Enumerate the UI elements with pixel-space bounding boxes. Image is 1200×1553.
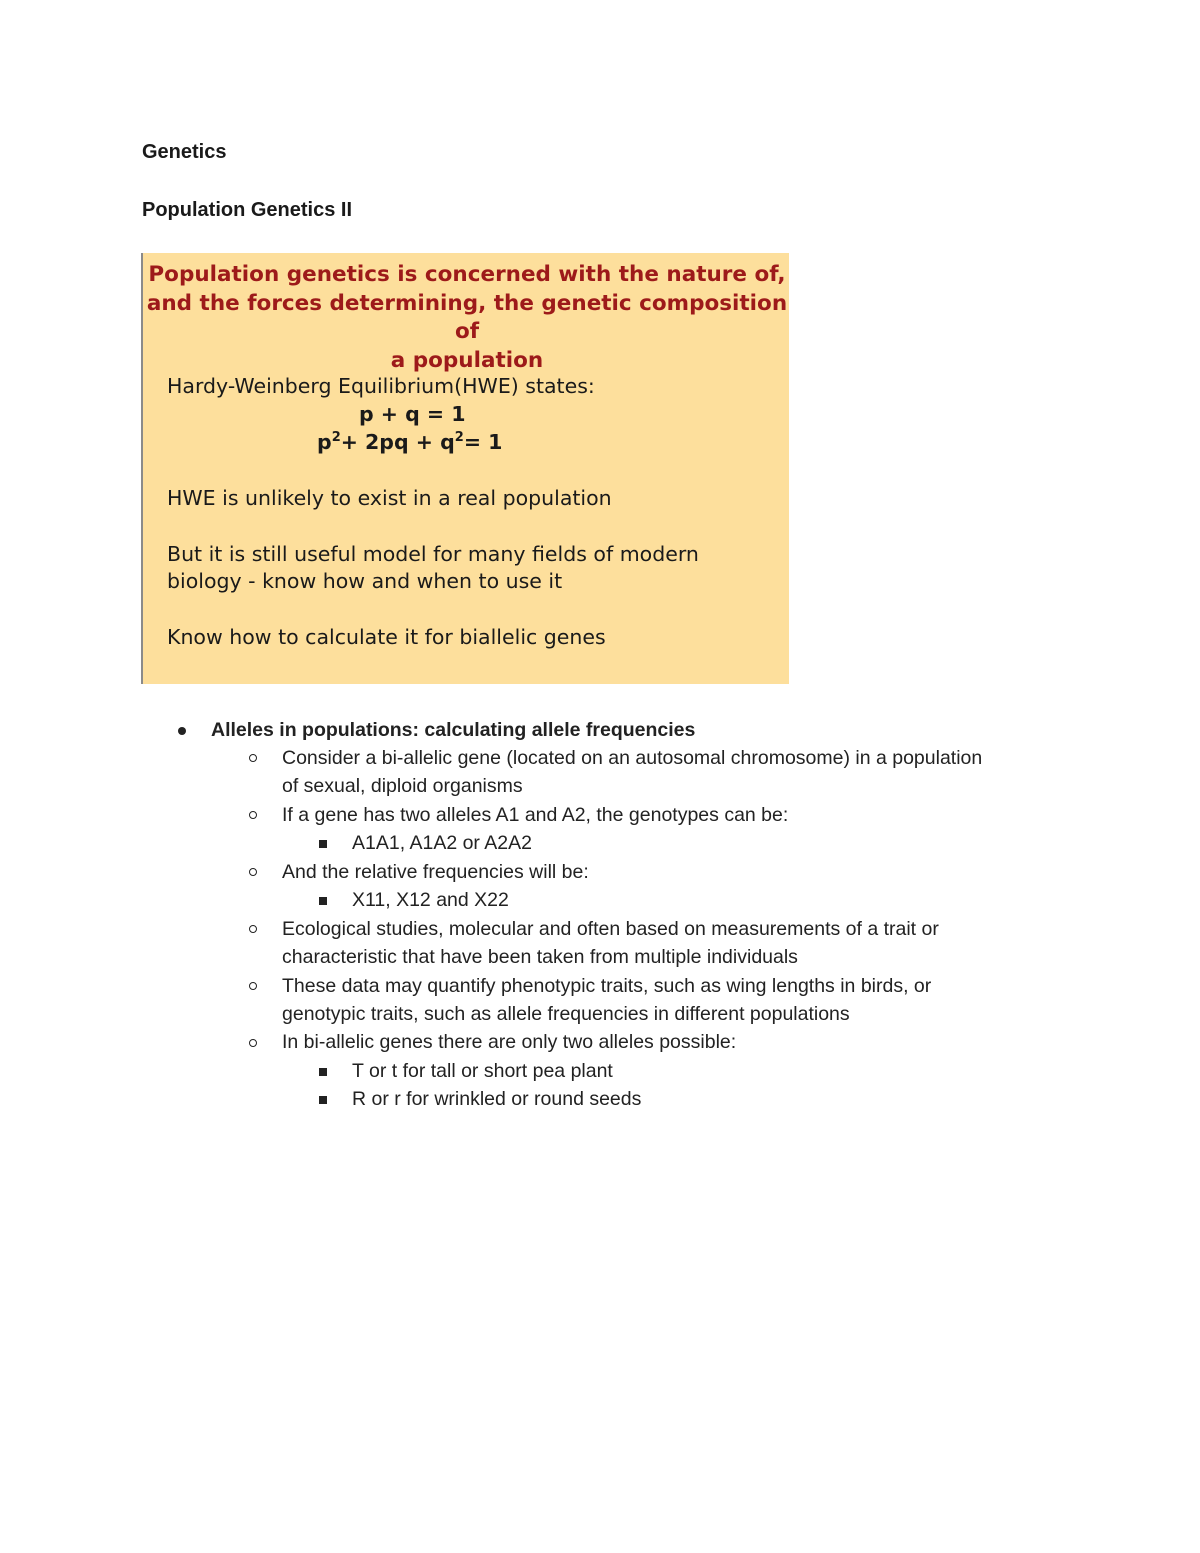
square-bullet-icon: [319, 1096, 327, 1104]
list-item: Ecological studies, molecular and often based on measurements of a trait or: [282, 918, 939, 940]
useful-model-line: But it is still useful model for many fields of modern: [167, 542, 699, 566]
slide-headline-line: a population: [390, 347, 544, 373]
formula-allele-sum: p + q = 1: [359, 402, 466, 426]
list-item: These data may quantify phenotypic traits, such as wing lengths in birds, or: [282, 975, 932, 997]
square-bullet-icon: [319, 1068, 327, 1076]
circle-bullet-icon: [249, 811, 257, 819]
square-bullet-icon: [319, 840, 327, 848]
list-item-continuation: characteristic that have been taken from multiple individuals: [282, 946, 798, 968]
list-item-continuation: genotypic traits, such as allele frequencies in different populations: [282, 1003, 850, 1025]
list-item: In bi-allelic genes there are only two alleles possible:: [282, 1031, 737, 1053]
square-bullet-icon: [319, 897, 327, 905]
calculate-line: Know how to calculate it for biallelic genes: [167, 625, 606, 649]
useful-model-line: biology - know how and when to use it: [167, 569, 563, 593]
slide-headline-line: Population genetics is concerned with the nature of,: [148, 262, 786, 287]
list-subitem: X11, X12 and X22: [352, 889, 509, 911]
list-subitem: R or r for wrinkled or round seeds: [352, 1088, 642, 1110]
document-title: Genetics: [142, 141, 227, 163]
list-item: And the relative frequencies will be:: [282, 861, 589, 883]
hwe-unlikely: HWE is unlikely to exist in a real population: [167, 486, 612, 510]
formula-middle: + 2pq + q: [340, 430, 455, 454]
list-subitem: T or t for tall or short pea plant: [352, 1060, 613, 1082]
circle-bullet-icon: [249, 754, 257, 762]
disc-bullet-icon: [178, 727, 186, 735]
list-item: If a gene has two alleles A1 and A2, the genotypes can be:: [282, 804, 789, 826]
slide-headline: [143, 261, 791, 375]
list-item-continuation: of sexual, diploid organisms: [282, 775, 523, 797]
formula-q-exponent: 2: [454, 430, 464, 446]
circle-bullet-icon: [249, 925, 257, 933]
hwe-intro: Hardy-Weinberg Equilibrium(HWE) states:: [167, 374, 595, 398]
list-item: Consider a bi-allelic gene (located on an autosomal chromosome) in a population: [282, 747, 983, 769]
document-subtitle: Population Genetics II: [142, 199, 353, 221]
formula-p-exponent: 2: [331, 430, 341, 446]
list-heading: Alleles in populations: calculating allele frequencies: [211, 719, 696, 741]
circle-bullet-icon: [249, 1039, 257, 1047]
list-subitem: A1A1, A1A2 or A2A2: [352, 832, 532, 854]
formula-p: p: [317, 430, 332, 454]
slide-headline-line: and the forces determining, the genetic composition of: [146, 290, 788, 344]
circle-bullet-icon: [249, 982, 257, 990]
lecture-slide-image: [141, 253, 789, 684]
circle-bullet-icon: [249, 868, 257, 876]
formula-genotype-sum: [317, 430, 502, 454]
formula-end: = 1: [463, 430, 503, 454]
